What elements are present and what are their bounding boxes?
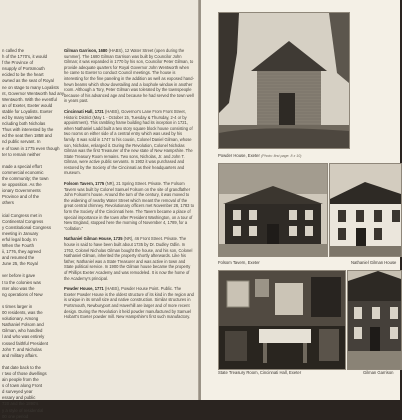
left-page — [0, 40, 199, 419]
text-line: e of town in 1775 even though — [2, 145, 60, 151]
text-line: 720 and the 1890's — [2, 401, 39, 407]
state-treasury-room-caption — [218, 370, 301, 375]
text-line: nt, Governor Wentworth had any — [2, 90, 65, 96]
gilman-garrison-photo — [347, 270, 402, 370]
text-line: ed by many talented — [2, 115, 41, 121]
entry-cincinnati-hall — [64, 109, 194, 176]
entry-title: Nathaniel Gilman House, 1735 — [64, 236, 123, 242]
entry-nathaniel-gilman-house — [64, 236, 194, 281]
caption-text: Nathaniel Gilman House — [351, 260, 397, 265]
entry-title: Cincinnati Hall, 1721 — [64, 108, 104, 114]
text-line: owned as the seat of Royal — [2, 78, 54, 84]
text-line: ii, 1776, they agreed — [2, 249, 41, 255]
state-treasury-room-photo — [218, 270, 346, 370]
caption-text: Gilman Garrison — [363, 370, 394, 375]
text-line: June 25, the Royal — [2, 261, 38, 267]
text-line: t to the colonies was — [2, 279, 41, 285]
text-line: ain people from the — [2, 377, 39, 383]
entry-body: (HABS), Governor's Lane From Front Street, Historic District (May 1 - October 15, Tuesday & Thursday, 2-4 or by appointment). This rambling frame building had its inception in 1721, when Nathaniel Ladd built a two story square block house consisting of two rooms on either side of a central entry which was used by his family. It was sold in 1747 to his cousin, Colonel Daniel Gilman, whose son, Nicholas, enlarged it. During the Revolution, Colonel Nicholas Gilman was the first Treasurer of the new state of New Hampshire. The State Treasury Room remains. Two sons, Nicholas, Jr. and John T. Gilman, were active public servants. In 1902 it was purchased and restored by the Society of the Cincinnati as their headquarters and museum. — [64, 108, 193, 176]
text-line: Gilman, who handled — [2, 328, 43, 334]
text-line: erful legal body. In — [2, 236, 37, 242]
text-line: ecided to be the heart — [2, 72, 44, 78]
text-line: icial Congress met in — [2, 212, 42, 218]
entry-title: Powder House, 1771 — [64, 286, 104, 292]
powder-house-caption — [218, 153, 301, 158]
text-line: Thus with interested by the — [2, 127, 54, 133]
text-line: and resumed the — [2, 255, 35, 261]
text-line: and military affairs. — [2, 352, 38, 358]
text-line: ed the seat then 1858 and — [2, 133, 52, 139]
entry-body: (HABS), Powder House Point. Public. The Exeter Powder House is the oldest structure of its kind in the region and is unique in its small size and native construction. Similar structures in Portsmouth, Newburyport and Haverhill are larger and of more recent design. During the Revolution it held powder manufactured by Samuel Hobart's Exeter powder mill. New Hampshire's first such manufactory. — [64, 286, 194, 320]
text-line: 00 one period — [2, 413, 29, 419]
text-line: commercial economic — [2, 169, 44, 175]
folsom-tavern-caption — [218, 260, 260, 265]
text-line: John T. and Nicholas — [2, 346, 42, 352]
entry-body: (NR), 21 Spring Street. Private. The Folsom Tavern was built by Colonel Samuel Folsom on the site of grandfather John Folsom's house. Around the turn of the century, it was moved to the widening of nearby Water Street which meant the removal of the great central chimney. Revolutionary officers met November 28, 1783 to form the Society of the Cincinnati here. The Tavern became a place of special importance in the town after President Washington, on a tour of New England, stopped here the morning of November 4, 1789, for a "collation." — [64, 181, 195, 231]
photo-credit: (Photo: first page. 8 x 10) — [261, 154, 302, 158]
text-line: Nathaniel Folsom and — [2, 322, 44, 328]
text-line: the community; the town — [2, 175, 49, 181]
text-line: y a style of residential — [2, 407, 44, 413]
text-line: 00 residents, was the — [2, 310, 43, 316]
nathaniel-gilman-house-caption — [351, 260, 396, 265]
text-line: nd public servant. In — [2, 139, 41, 145]
nathaniel-gilman-house-photo — [329, 163, 402, 257]
text-line: s times larger in — [2, 303, 33, 309]
text-line: Province and of the — [2, 194, 40, 200]
text-line: When the Fourth — [2, 243, 35, 248]
text-line: nsupply of Portsmouth — [2, 66, 45, 72]
text-line: s of town along Front — [2, 383, 43, 389]
text-line: ncluding both Nicholas — [2, 121, 46, 127]
caption-text: Powder House, Exeter — [218, 153, 260, 158]
powder-house-photo — [218, 12, 350, 149]
text-line: l and who was entirely — [2, 334, 45, 340]
text-line: ng operations of New — [2, 291, 43, 297]
text-line: meeting in January — [2, 230, 39, 236]
entry-folsom-tavern — [64, 181, 194, 231]
left-text-column — [2, 48, 65, 420]
text-line: stable for Loyalists. Exeter — [2, 108, 53, 114]
entry-body: (NR), 46 Front Street. Private. The house is said to have been built about 1735 by Dr. Dudley Odlin. In 1762, Colonel Nicholas Gilman bought the house, and his son, Colonel Nathaniel Gilman, inherited the property shortly afterwards. Like his father, Nathaniel was a State Treasurer and was active in town and State political service. In 1900 the Gilman house became the property of Phillips Exeter Academy and was remodeled. It is now the home of the Academy's principal. — [64, 236, 193, 281]
text-line: h of the 1770's, it would — [2, 54, 48, 60]
gilman-garrison-caption — [363, 370, 393, 375]
entry-gilman-garrison — [64, 48, 194, 104]
right-page — [201, 0, 400, 400]
caption-text: State Treasury Room, Cincinnati Hall, Exeter — [218, 370, 302, 375]
entry-title: Folsom Tavern, 1775 — [64, 181, 105, 187]
text-line: ionary Governments — [2, 188, 41, 194]
text-line: volutionary. Among — [2, 316, 39, 322]
text-line: f the Province of — [2, 60, 34, 66]
entry-title: Gilman Garrison, 1680 — [64, 48, 108, 53]
entry-powder-house — [64, 286, 194, 320]
text-line: se opposition. As the — [2, 182, 42, 188]
text-line: rossed faithful President — [2, 340, 49, 346]
text-line: n called the — [2, 48, 24, 53]
text-line: an of Exeter, Exeter would — [2, 102, 53, 108]
text-line: Wentworth. With the eventful — [2, 96, 57, 102]
text-line: Continental Congress — [2, 218, 44, 224]
text-line: r two of those dwellings — [2, 370, 47, 376]
text-line: y Constitutional Congress — [2, 224, 51, 230]
folsom-tavern-photo — [218, 163, 328, 257]
text-line: d surveyed year — [2, 389, 33, 395]
caption-text: Folsom Tavern, Exeter — [218, 260, 260, 265]
main-text-column — [64, 48, 194, 325]
text-line: that date back to the — [2, 364, 41, 370]
text-line: ne on stage to many Loyalists — [2, 84, 59, 90]
text-line: ver before it gave — [2, 273, 36, 279]
text-line: ter to remain neither — [2, 151, 41, 157]
text-line: others — [2, 200, 14, 206]
text-line: made a special effort — [2, 163, 42, 169]
text-line: essary and public — [2, 395, 36, 401]
entry-body: (HABS), 12 Water Street (open during the summer). The 1680 Gilman Garrison was built by Councilor John Gilman; it was expanded in 1770 by his son, Councilor Peter Gilman, to provide adequate quarters for Royal Governor John Wentworth when he came to Exeter to conduct Council meetings. The house is interesting for the fine paneling in the addition as well as exposed hand-hewn beams which show dovetailing and a loophole window in another room. Although a Tory, Peter Gilman was tolerated by the townspeople because of his advanced age and because he had served the town well in years past. — [64, 48, 194, 104]
text-line: nter also was the — [2, 285, 35, 291]
